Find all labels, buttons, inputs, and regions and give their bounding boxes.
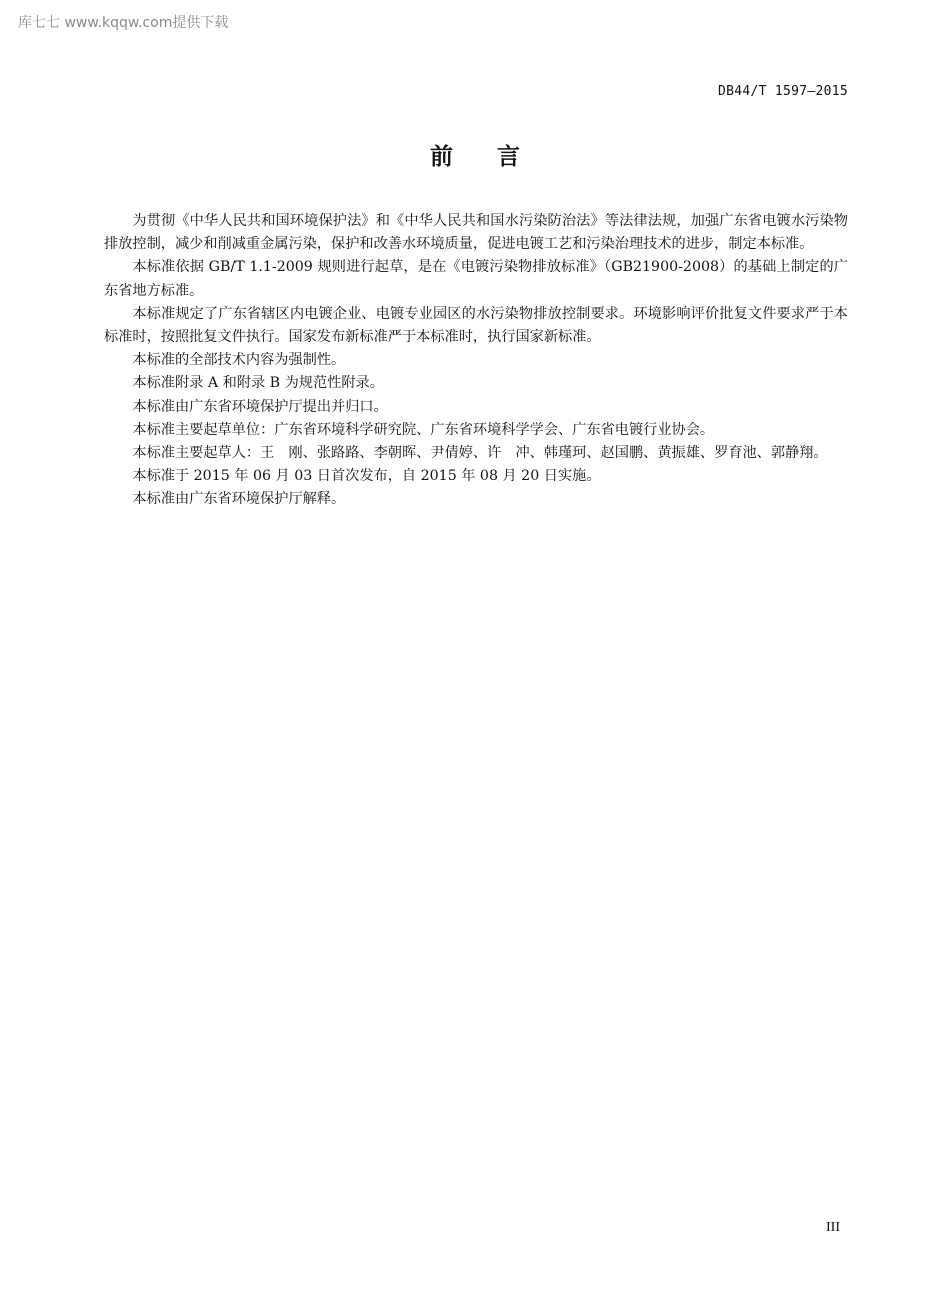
paragraph-proposer: 本标准由广东省环境保护厅提出并归口。: [132, 398, 388, 415]
paragraph-purpose: 为贯彻《中华人民共和国环境保护法》和《中华人民共和国水污染防治法》等法律法规，加强广东省电镀水污染物排放控制，减少和削减重金属污染，保护和改善水环境质量，促进电镀工艺和污染治理技术的进步，制定本标准。: [104, 213, 848, 253]
paragraph-interpretation: 本标准由广东省环境保护厅解释。: [132, 491, 346, 508]
paragraph-mandatory: 本标准的全部技术内容为强制性。: [132, 352, 346, 369]
paragraph-drafting-units: 本标准主要起草单位：广东省环境科学研究院、广东省环境科学学会、广东省电镀行业协会。: [132, 421, 715, 438]
download-watermark: 库七七 www.kqqw.com提供下载: [18, 15, 229, 31]
foreword-body: [104, 210, 848, 512]
paragraph-scope: 本标准规定了广东省辖区内电镀企业、电镀专业园区的水污染物排放控制要求。环境影响评价批复文件要求严于本标准时，按照批复文件执行。国家发布新标准严于本标准时，执行国家新标准。: [104, 305, 848, 346]
paragraph-appendix: 本标准附录 A 和附录 B 为规范性附录。: [132, 375, 384, 392]
page-title: 前言: [430, 144, 564, 170]
paragraph-basis: 本标准依据 GB/T 1.1-2009 规则进行起草，是在《电镀污染物排放标准》（GB21900-2008）的基础上制定的广东省地方标准。: [104, 259, 848, 299]
paragraph-drafters: 本标准主要起草人：王 刚、张路路、李朝晖、尹倩婷、许 冲、韩瑾珂、赵国鹏、黄振雄、罗育池、郭静翔。: [132, 445, 828, 462]
paragraph-dates: 本标准于 2015 年 06 月 03 日首次发布，自 2015 年 08 月 20 日实施。: [132, 468, 601, 485]
page-number: III: [826, 1220, 840, 1235]
document-code: DB44/T 1597—2015: [717, 84, 848, 99]
